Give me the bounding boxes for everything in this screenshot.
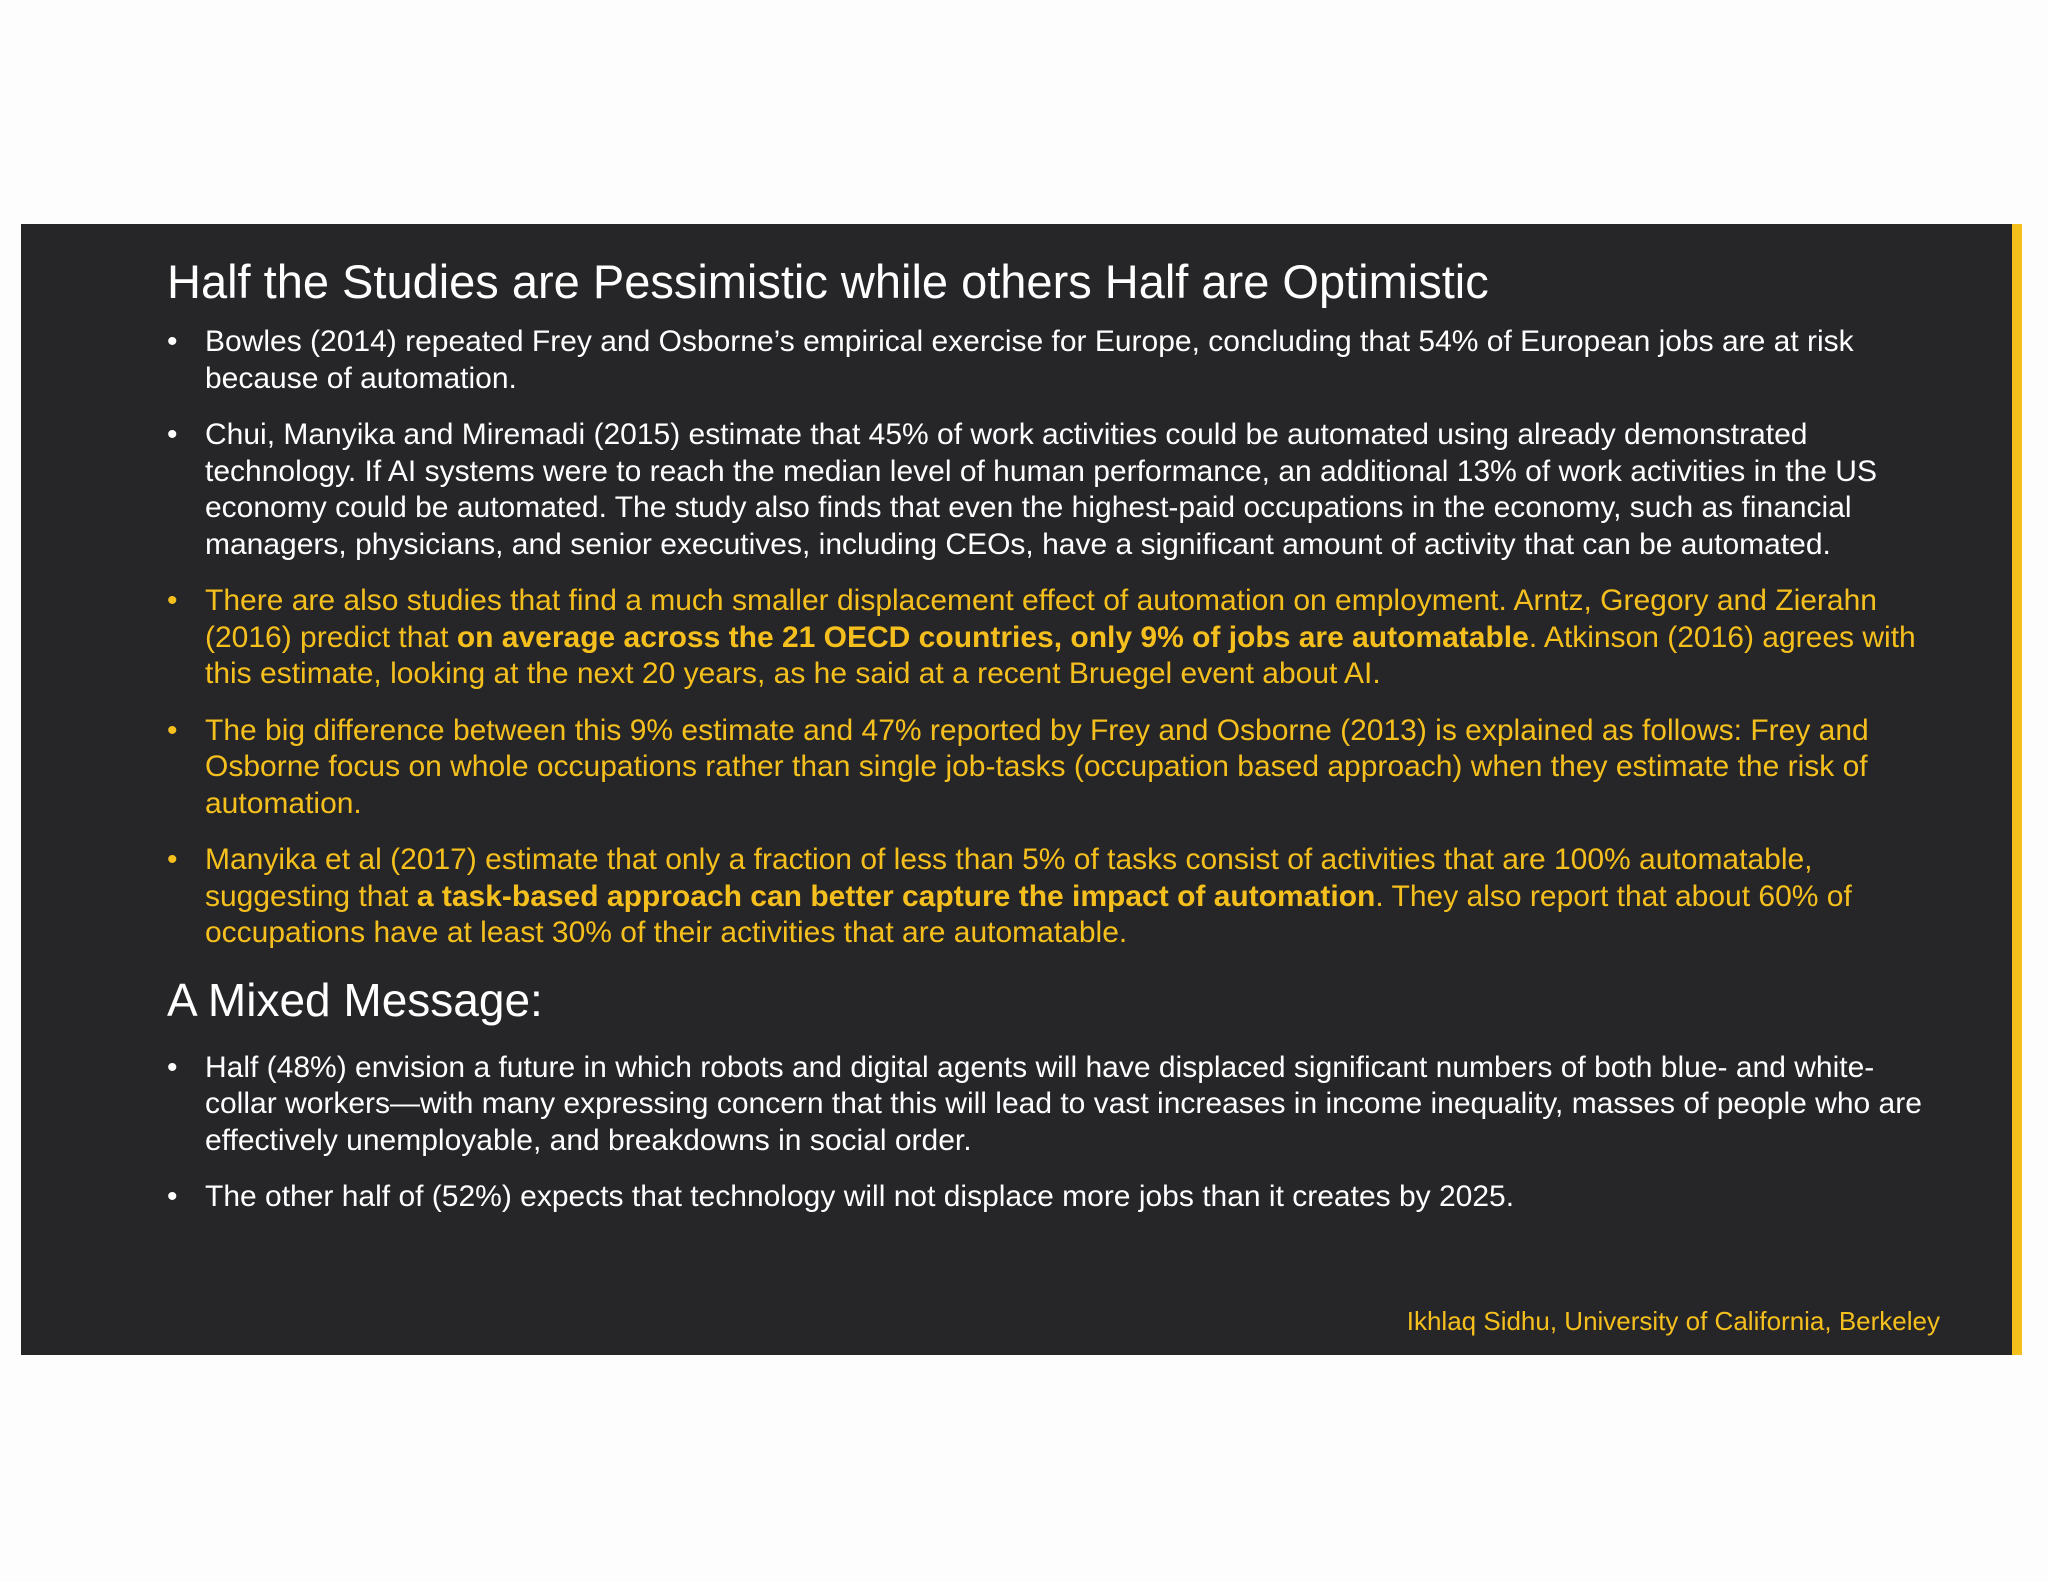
bullet-icon: • xyxy=(167,1180,178,1213)
footer-credit: Ikhlaq Sidhu, University of California, Berkeley xyxy=(1406,1306,1940,1336)
accent-bar xyxy=(2012,224,2022,1355)
list-item-difference xyxy=(167,713,1937,823)
bullet-icon: • xyxy=(167,418,178,451)
slide-content xyxy=(167,254,1937,1236)
bullet-text: The other half of (52%) expects that technology will not displace more jobs than it creates by 2025. xyxy=(205,1180,1515,1213)
list-item-half xyxy=(167,1050,1937,1160)
bullet-text-part1: There are also studies that find a much smaller displacement effect of automation on employment. Arntz, Gregory and Zierahn (2016) predict that xyxy=(205,584,1877,654)
bullet-text-part2: . They also report that about 60% of occupations have at least 30% of their activities that are automatable. xyxy=(205,879,1852,949)
bullet-text: Bowles (2014) repeated Frey and Osborne’s empirical exercise for Europe, concluding that 54% of European jobs are at risk because of automation. xyxy=(205,325,1854,395)
bullet-icon: • xyxy=(167,584,178,617)
list-item-chui xyxy=(167,417,1937,563)
slide xyxy=(21,224,2022,1355)
mixed-message-list xyxy=(167,1050,1937,1216)
bullet-text-part1: Manyika et al (2017) estimate that only a fraction of less than 5% of tasks consist of activities that are 100% automatable, suggesting that xyxy=(205,843,1813,913)
bullet-text: Half (48%) envision a future in which robots and digital agents will have displaced significant numbers of both blue- and white-collar workers—with many expressing concern that this will lead to vast increases in income inequality, masses of people who are effectively unemployable, and breakdowns in social order. xyxy=(205,1050,1922,1157)
bullet-icon: • xyxy=(167,325,178,358)
bullet-icon: • xyxy=(167,843,178,876)
list-item-other-half xyxy=(167,1179,1937,1216)
studies-list xyxy=(167,324,1937,952)
bullet-text: Chui, Manyika and Miremadi (2015) estimate that 45% of work activities could be automated using already demonstrated technology. If AI systems were to reach the median level of human performance, an additional 13% of work activities in the US economy could be automated. The study also finds that even the highest-paid occupations in the economy, such as financial managers, physicians, and senior executives, including CEOs, have a significant amount of activity that can be automated. xyxy=(205,418,1877,561)
section-title: A Mixed Message: xyxy=(167,973,543,1026)
bullet-text: The big difference between this 9% estimate and 47% reported by Frey and Osborne (2013) is explained as follows: Frey and Osborne focus on whole occupations rather than single job-tasks (occupation based approach) when they estimate the risk of automation. xyxy=(205,713,1869,820)
list-item-arntz xyxy=(167,583,1937,693)
bullet-text-emphasis: on average across the 21 OECD countries, only 9% of jobs are automatable xyxy=(456,620,1529,654)
bullet-text-emphasis: a task-based approach can better capture the impact of automation xyxy=(416,879,1376,913)
slide-title: Half the Studies are Pessimistic while others Half are Optimistic xyxy=(167,255,1489,308)
bullet-icon: • xyxy=(167,1050,178,1084)
list-item-manyika xyxy=(167,842,1937,952)
bullet-icon: • xyxy=(167,713,178,747)
bullet-text-part2: . Atkinson (2016) agrees with this estimate, looking at the next 20 years, as he said at a recent Bruegel event about AI. xyxy=(205,620,1916,690)
list-item-bowles xyxy=(167,324,1937,397)
